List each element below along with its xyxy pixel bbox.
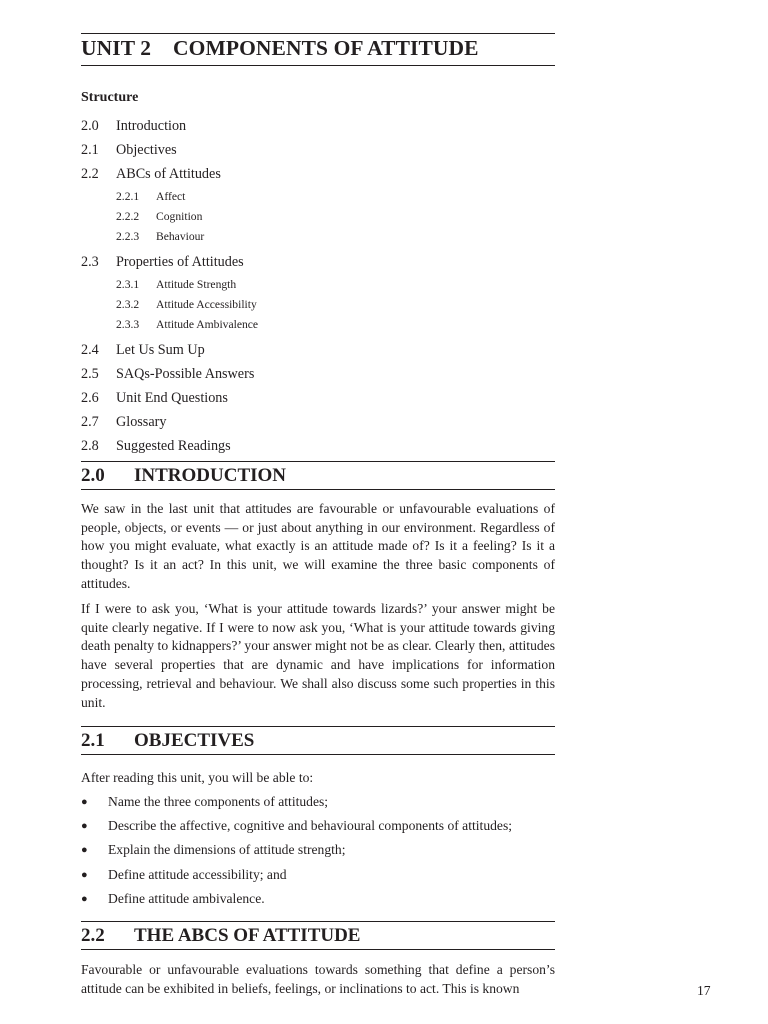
unit-title-text: COMPONENTS OF ATTITUDE [173,36,479,60]
section-heading-abcs [81,921,555,950]
toc-item-label: Let Us Sum Up [116,342,205,358]
section-title: THE ABCS OF ATTITUDE [134,925,361,946]
abcs-paragraph-1: Favourable or unfavourable evaluations towards something that define a person’s attitude can be exhibited in beliefs, feelings, or inclinations to act. This is known [81,962,555,996]
toc-item-number: 2.5 [81,366,99,382]
section-heading-objectives [81,726,555,755]
toc-item-number: 2.1 [81,142,99,158]
toc-subitem-number: 2.2.3 [116,230,140,243]
toc-subitem-label: Attitude Accessibility [156,298,257,311]
toc-item-label: ABCs of Attitudes [116,166,221,182]
objective-bullet [81,866,555,890]
toc-item-number: 2.8 [81,438,99,454]
toc-item [81,364,555,388]
toc-item [81,388,555,412]
toc-subitem [81,276,555,296]
section-number: 2.1 [81,730,105,751]
toc-item-label: Properties of Attitudes [116,254,244,270]
objective-text: Define attitude ambivalence. [108,890,265,906]
bullet-icon: ● [81,820,88,833]
section-heading-introduction [81,461,555,490]
toc-item [81,412,555,436]
objective-text: Explain the dimensions of attitude strength; [108,842,346,858]
bullet-icon: ● [81,892,88,905]
toc-subitem [81,228,555,252]
structure-label: Structure [81,90,139,105]
objectives-intro: After reading this unit, you will be able to: [81,770,314,785]
unit-header [81,33,555,66]
toc-subitem-number: 2.2.2 [116,210,140,223]
bullet-icon: ● [81,844,88,857]
section-title: OBJECTIVES [134,730,255,751]
toc-subitem [81,316,555,340]
intro-paragraph-1: We saw in the last unit that attitudes are favourable or unfavourable evaluations of people, objects, or events — or just about anything in our environment. Regardless of how you might evaluate, what exactly is an attitude made of? Is it a feeling? Is it a thought? Is it an act? In this unit, we will examine the three basic components of attitudes. [81,501,555,591]
toc-item-number: 2.4 [81,342,99,358]
toc-subitem-number: 2.3.3 [116,318,140,331]
section-number: 2.2 [81,925,105,946]
toc-item [81,252,555,276]
section-number: 2.0 [81,465,105,486]
unit-number: UNIT 2 [81,36,152,60]
objective-text: Define attitude accessibility; and [108,866,287,882]
objective-bullet [81,817,555,841]
toc-subitem-label: Attitude Strength [156,278,237,291]
toc-item-label: Suggested Readings [116,438,231,454]
toc-subitem-label: Behaviour [156,230,205,243]
objective-bullet [81,890,555,914]
toc-item-label: Objectives [116,142,177,158]
bullet-icon: ● [81,868,88,881]
section-title: INTRODUCTION [134,465,287,486]
toc-item-number: 2.3 [81,254,99,270]
toc-item-number: 2.7 [81,414,99,430]
toc-subitem-number: 2.2.1 [116,190,140,203]
toc-item [81,164,555,188]
toc-item-label: Unit End Questions [116,390,228,406]
toc-subitem [81,188,555,208]
objective-bullet [81,793,555,817]
objectives-list [81,793,555,914]
toc-item-label: SAQs-Possible Answers [116,366,255,382]
toc-item-label: Glossary [116,414,167,430]
toc-item [81,116,555,140]
objective-text: Describe the affective, cognitive and behavioural components of attitudes; [108,818,513,834]
toc-item-number: 2.2 [81,166,99,182]
objective-text: Name the three components of attitudes; [108,794,329,809]
toc-subitem-number: 2.3.1 [116,278,140,291]
toc-item [81,340,555,364]
toc-subitem-number: 2.3.2 [116,298,140,311]
toc-item [81,436,555,460]
toc-subitem-label: Attitude Ambivalence [156,318,259,331]
page-number: 17 [697,983,711,998]
toc-subitem [81,296,555,316]
toc-subitem-label: Affect [156,190,186,203]
bullet-icon: ● [81,796,88,808]
intro-paragraph-2: If I were to ask you, ‘What is your attitude towards lizards?’ your answer might be quite clearly negative. If I were to now ask you, ‘What is your attitude towards giving death penalty to kidnappers?’ your answer might not be as clear. Clearly then, attitudes have several properties that are dynamic and have implications for information processing, retrieval and behaviour. We shall also discuss some such properties in this unit. [81,601,555,710]
objective-bullet [81,841,555,865]
toc-subitem-label: Cognition [156,210,203,223]
toc-item-number: 2.0 [81,118,99,134]
toc-item [81,140,555,164]
toc-item-number: 2.6 [81,390,99,406]
unit-title [81,33,555,66]
toc-subitem [81,208,555,228]
toc-item-label: Introduction [116,118,187,134]
table-of-contents [81,116,555,460]
